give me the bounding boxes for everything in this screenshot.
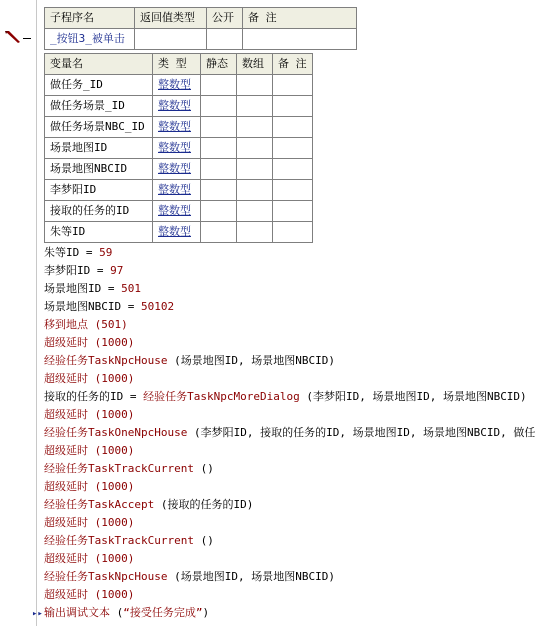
code-number: 59 <box>99 246 113 259</box>
var-remark-header: 备 注 <box>273 54 313 75</box>
code-args-open: ( <box>110 606 124 619</box>
remark-cell[interactable] <box>243 29 357 50</box>
code-args: (1000) <box>88 516 135 529</box>
variable-remark-cell[interactable] <box>273 180 313 201</box>
code-function: 移到地点 <box>44 318 88 331</box>
var-type-header: 类 型 <box>153 54 201 75</box>
code-line-delay[interactable] <box>44 550 134 568</box>
code-args-close: ) <box>202 606 210 619</box>
variables-table <box>44 53 313 243</box>
code-line-task-one-npc-house[interactable] <box>44 424 535 442</box>
code-args: (1000) <box>88 588 135 601</box>
code-args: (1000) <box>88 552 135 565</box>
code-function: 超级延时 <box>44 408 88 421</box>
code-function: 经验任务TaskOneNpcHouse <box>44 426 188 439</box>
code-args: (1000) <box>88 480 135 493</box>
code-line-task-track-current[interactable] <box>44 460 214 478</box>
code-line-delay[interactable] <box>44 406 134 424</box>
variable-row[interactable] <box>45 75 313 96</box>
variable-row[interactable] <box>45 180 313 201</box>
variable-remark-cell[interactable] <box>273 222 313 243</box>
subroutine-row[interactable] <box>45 29 357 50</box>
code-line-assign-map[interactable] <box>44 280 141 298</box>
public-header: 公开 <box>207 8 243 29</box>
code-line-delay[interactable] <box>44 442 134 460</box>
variable-row[interactable] <box>45 138 313 159</box>
code-function: 经验任务TaskNpcHouse <box>44 570 168 583</box>
variable-row[interactable] <box>45 222 313 243</box>
variable-type-link[interactable]: 整数型 <box>153 138 201 159</box>
code-function: 超级延时 <box>44 516 88 529</box>
code-function: 经验任务TaskAccept <box>44 498 155 511</box>
code-text: 接取的任务的ID = <box>44 390 144 403</box>
code-text: 李梦阳ID = <box>44 264 111 277</box>
code-text: 场景地图NBCID = <box>44 300 141 313</box>
code-args: (1000) <box>88 408 135 421</box>
variable-type-link[interactable]: 整数型 <box>153 117 201 138</box>
variable-array-cell[interactable] <box>237 201 273 222</box>
code-text: 朱等ID = <box>44 246 100 259</box>
code-line-assign-zhudeng[interactable] <box>44 244 112 262</box>
code-function: 超级延时 <box>44 552 88 565</box>
variable-name[interactable]: 李梦阳ID <box>45 180 153 201</box>
variable-remark-cell[interactable] <box>273 96 313 117</box>
variable-name[interactable]: 做任务场景_ID <box>45 96 153 117</box>
code-line-debug-output[interactable] <box>44 604 209 622</box>
code-line-assign-map-nbc[interactable] <box>44 298 174 316</box>
code-function: 超级延时 <box>44 336 88 349</box>
public-cell[interactable] <box>207 29 243 50</box>
code-line-assign-task-id[interactable] <box>44 388 527 406</box>
code-function: 经验任务TaskNpcHouse <box>44 354 168 367</box>
code-line-delay[interactable] <box>44 370 134 388</box>
variable-static-cell[interactable] <box>201 75 237 96</box>
variable-array-cell[interactable] <box>237 138 273 159</box>
variable-row[interactable] <box>45 117 313 138</box>
gutter-line <box>36 0 37 626</box>
code-function: 超级延时 <box>44 588 88 601</box>
variable-row[interactable] <box>45 159 313 180</box>
var-static-header: 静态 <box>201 54 237 75</box>
variable-type-link[interactable]: 整数型 <box>153 201 201 222</box>
collapse-dash[interactable] <box>23 38 31 39</box>
variable-name[interactable]: 场景地图NBCID <box>45 159 153 180</box>
variable-type-link[interactable]: 整数型 <box>153 159 201 180</box>
variable-static-cell[interactable] <box>201 117 237 138</box>
code-function: 输出调试文本 <box>44 606 110 619</box>
code-line-task-npc-house[interactable] <box>44 568 335 586</box>
variable-static-cell[interactable] <box>201 159 237 180</box>
return-type-header: 返回值类型 <box>135 8 207 29</box>
variable-name[interactable]: 做任务场景NBC_ID <box>45 117 153 138</box>
variable-static-cell[interactable] <box>201 138 237 159</box>
subroutine-header-row <box>45 8 357 29</box>
variable-name[interactable]: 朱等ID <box>45 222 153 243</box>
variable-row[interactable] <box>45 201 313 222</box>
code-line-assign-limengyang[interactable] <box>44 262 123 280</box>
code-args: (1000) <box>88 444 135 457</box>
variable-array-cell[interactable] <box>237 180 273 201</box>
code-function: 超级延时 <box>44 480 88 493</box>
variable-name[interactable]: 做任务_ID <box>45 75 153 96</box>
code-line-delay[interactable] <box>44 478 134 496</box>
double-arrow-icon[interactable]: ▸▸ <box>32 609 43 619</box>
variable-array-cell[interactable] <box>237 117 273 138</box>
variable-type-link[interactable]: 整数型 <box>153 222 201 243</box>
var-array-header: 数组 <box>237 54 273 75</box>
variable-name[interactable]: 接取的任务的ID <box>45 201 153 222</box>
code-string: “接受任务完成” <box>123 606 203 619</box>
code-number: 97 <box>110 264 124 277</box>
code-args: (1000) <box>88 372 135 385</box>
code-text: 场景地图ID = <box>44 282 122 295</box>
code-line-task-track-current[interactable] <box>44 532 214 550</box>
code-function: 经验任务TaskTrackCurrent <box>44 462 194 475</box>
variable-type-link[interactable]: 整数型 <box>153 75 201 96</box>
variable-static-cell[interactable] <box>201 96 237 117</box>
code-function: 超级延时 <box>44 372 88 385</box>
code-line-move-to[interactable] <box>44 316 128 334</box>
variable-remark-cell[interactable] <box>273 201 313 222</box>
variable-type-link[interactable]: 整数型 <box>153 180 201 201</box>
code-args: (1000) <box>88 336 135 349</box>
variable-remark-cell[interactable] <box>273 117 313 138</box>
code-function: 经验任务TaskNpcMoreDialog <box>143 390 300 403</box>
return-type-cell[interactable] <box>135 29 207 50</box>
code-args: (场景地图ID, 场景地图NBCID) <box>167 570 335 583</box>
variable-static-cell[interactable] <box>201 180 237 201</box>
variable-array-cell[interactable] <box>237 75 273 96</box>
code-args: (501) <box>88 318 128 331</box>
variable-row[interactable] <box>45 96 313 117</box>
code-function: 经验任务TaskTrackCurrent <box>44 534 194 547</box>
remark-header: 备 注 <box>243 8 357 29</box>
code-args: (接取的任务的ID) <box>154 498 254 511</box>
pencil-marker-icon <box>4 30 22 44</box>
subroutine-table <box>44 7 357 50</box>
variable-array-cell[interactable] <box>237 159 273 180</box>
subroutine-name[interactable]: _按钮3_被单击 <box>45 29 135 50</box>
code-args: () <box>193 462 214 475</box>
code-line-task-accept[interactable] <box>44 496 253 514</box>
var-name-header: 变量名 <box>45 54 153 75</box>
variables-header-row <box>45 54 313 75</box>
code-args: (李梦阳ID, 场景地图ID, 场景地图NBCID) <box>299 390 527 403</box>
subroutine-name-header: 子程序名 <box>45 8 135 29</box>
variable-remark-cell[interactable] <box>273 75 313 96</box>
code-line-delay[interactable] <box>44 334 134 352</box>
variable-remark-cell[interactable] <box>273 138 313 159</box>
code-number: 501 <box>121 282 141 295</box>
code-line-delay[interactable] <box>44 514 134 532</box>
code-number: 50102 <box>140 300 175 313</box>
variable-array-cell[interactable] <box>237 222 273 243</box>
code-args: () <box>193 534 214 547</box>
code-args: (场景地图ID, 场景地图NBCID) <box>167 354 335 367</box>
variable-type-link[interactable]: 整数型 <box>153 96 201 117</box>
variable-static-cell[interactable] <box>201 222 237 243</box>
variable-remark-cell[interactable] <box>273 159 313 180</box>
code-function: 超级延时 <box>44 444 88 457</box>
variable-static-cell[interactable] <box>201 201 237 222</box>
variable-array-cell[interactable] <box>237 96 273 117</box>
code-args: (李梦阳ID, 接取的任务的ID, 场景地图ID, 场景地图NBCID, 做任 <box>187 426 536 439</box>
variable-name[interactable]: 场景地图ID <box>45 138 153 159</box>
code-line-task-npc-house[interactable] <box>44 352 335 370</box>
code-line-delay[interactable] <box>44 586 134 604</box>
